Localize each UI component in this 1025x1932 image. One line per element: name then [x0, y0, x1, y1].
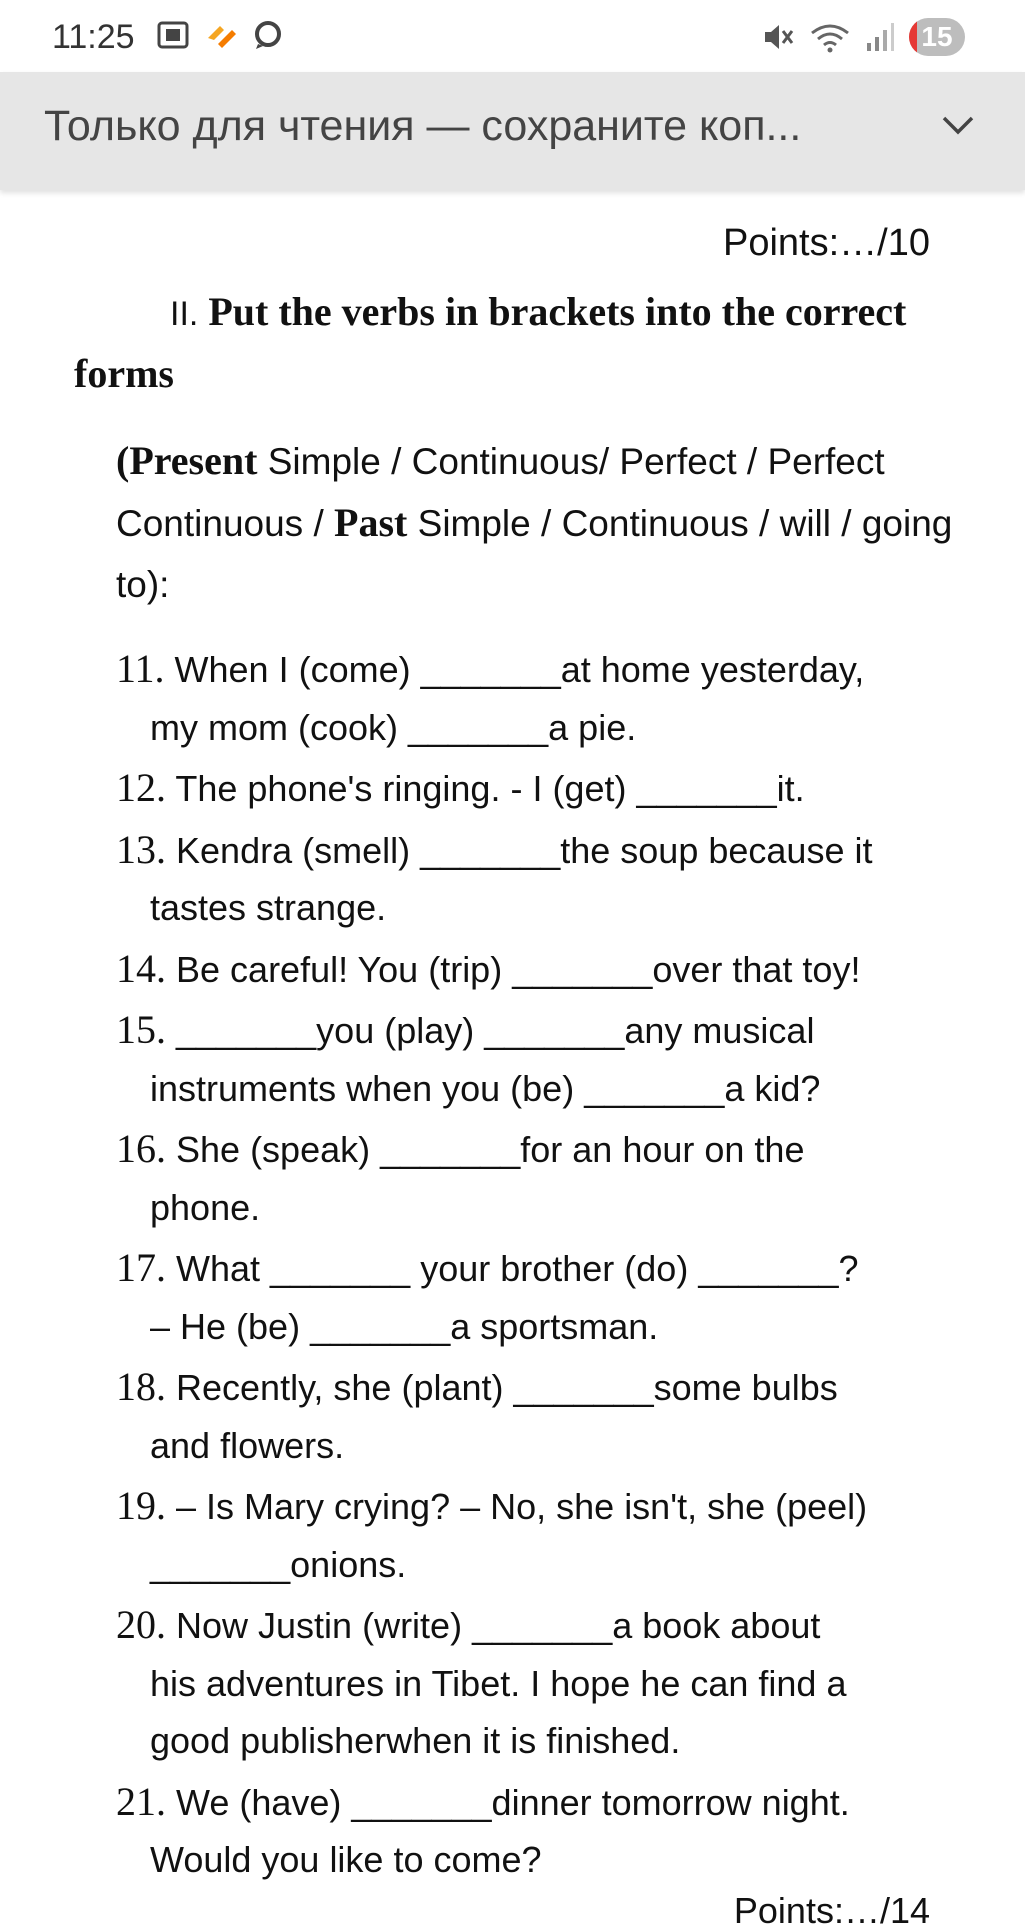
item-text-continued: – He (be) _______a sportsman. — [150, 1305, 659, 1347]
item-text: Recently, she (plant) _______some bulbs — [176, 1367, 838, 1408]
item-text: We (have) _______dinner tomorrow night. — [176, 1781, 850, 1823]
item-text-continued: Would you like to come? — [150, 1839, 542, 1880]
item-number: 20. — [116, 1602, 166, 1647]
instructions-past: Past — [334, 500, 408, 545]
list-item — [116, 1239, 1016, 1355]
item-text-continued: his adventures in Tibet. I hope he can find a — [150, 1662, 847, 1704]
list-item — [116, 1596, 1016, 1770]
item-number: 17. — [116, 1245, 166, 1290]
points-bottom: Points:…/14 — [733, 1890, 930, 1931]
status-time: 11:25 — [52, 18, 135, 56]
list-item — [116, 759, 1016, 818]
item-text-continued: good publisherwhen it is finished. — [150, 1720, 681, 1761]
instructions-part2: Simple / Continuous / will / going to): — [116, 503, 953, 605]
exercise-instructions — [116, 430, 956, 615]
signal-icon — [865, 21, 895, 53]
item-text: Now Justin (write) _______a book about — [176, 1605, 821, 1646]
item-text: She (speak) _______for an hour on the — [176, 1129, 805, 1170]
status-bar — [0, 0, 1025, 72]
item-text: Kendra (smell) _______the soup because it — [176, 829, 873, 871]
instructions-present: Present — [129, 438, 258, 483]
item-text-continued: _______onions. — [150, 1543, 407, 1585]
mute-icon — [761, 21, 795, 53]
item-text-continued: instruments when you (be) _______a kid? — [150, 1067, 821, 1109]
document-page — [0, 190, 1025, 1931]
item-number: 11. — [116, 646, 165, 691]
points-top: Points:…/10 — [723, 222, 930, 264]
list-item — [116, 940, 1016, 999]
list-item — [116, 1001, 1016, 1117]
item-number: 16. — [116, 1126, 166, 1171]
list-item — [116, 640, 1016, 756]
item-text: _______you (play) _______any musical — [176, 1010, 815, 1051]
instructions-part1: Simple / Continuous/ Perfect / Perfect Continuous / — [116, 441, 885, 544]
item-number: 19. — [116, 1483, 166, 1528]
list-item — [116, 1477, 1016, 1593]
read-only-banner-text: Только для чтения — сохраните коп... — [44, 102, 802, 150]
wifi-icon — [809, 21, 851, 53]
item-text-continued: my mom (cook) _______a pie. — [150, 706, 637, 748]
list-item — [116, 1120, 1016, 1236]
item-text-continued: and flowers. — [150, 1424, 345, 1466]
list-item — [116, 1773, 1016, 1889]
list-item — [116, 821, 1016, 937]
screenshot-icon — [156, 20, 190, 50]
item-number: 15. — [116, 1007, 166, 1052]
item-text: What _______ your brother (do) _______? — [176, 1248, 859, 1289]
chevron-down-icon[interactable] — [941, 114, 975, 136]
heading-text: Put the verbs in brackets into the correct forms — [74, 289, 907, 396]
item-text: Be careful! You (trip) _______over that toy! — [176, 948, 861, 990]
notification-count-badge: 15 — [909, 18, 965, 56]
app-icon — [204, 20, 238, 50]
item-number: 12. — [116, 765, 166, 810]
item-number: 14. — [116, 945, 166, 991]
instructions-open: ( — [116, 438, 130, 483]
exercise-items — [116, 640, 1016, 1892]
list-item — [116, 1358, 1016, 1474]
item-text-continued: phone. — [150, 1186, 261, 1228]
item-text-continued: tastes strange. — [150, 887, 387, 928]
item-number: 21. — [116, 1778, 166, 1824]
item-text: The phone's ringing. - I (get) _______it. — [175, 768, 805, 809]
status-right-icons — [761, 18, 965, 56]
section-number: II. — [170, 295, 199, 333]
item-number: 18. — [116, 1364, 166, 1409]
chat-icon — [252, 20, 284, 50]
status-left-icons — [156, 20, 284, 50]
exercise-heading — [74, 282, 954, 404]
item-text: – Is Mary crying? – No, she isn't, she (peel) — [176, 1486, 868, 1527]
item-text: When I (come) _______at home yesterday, — [174, 649, 865, 690]
item-number: 13. — [116, 826, 166, 872]
read-only-banner[interactable] — [0, 72, 1025, 190]
